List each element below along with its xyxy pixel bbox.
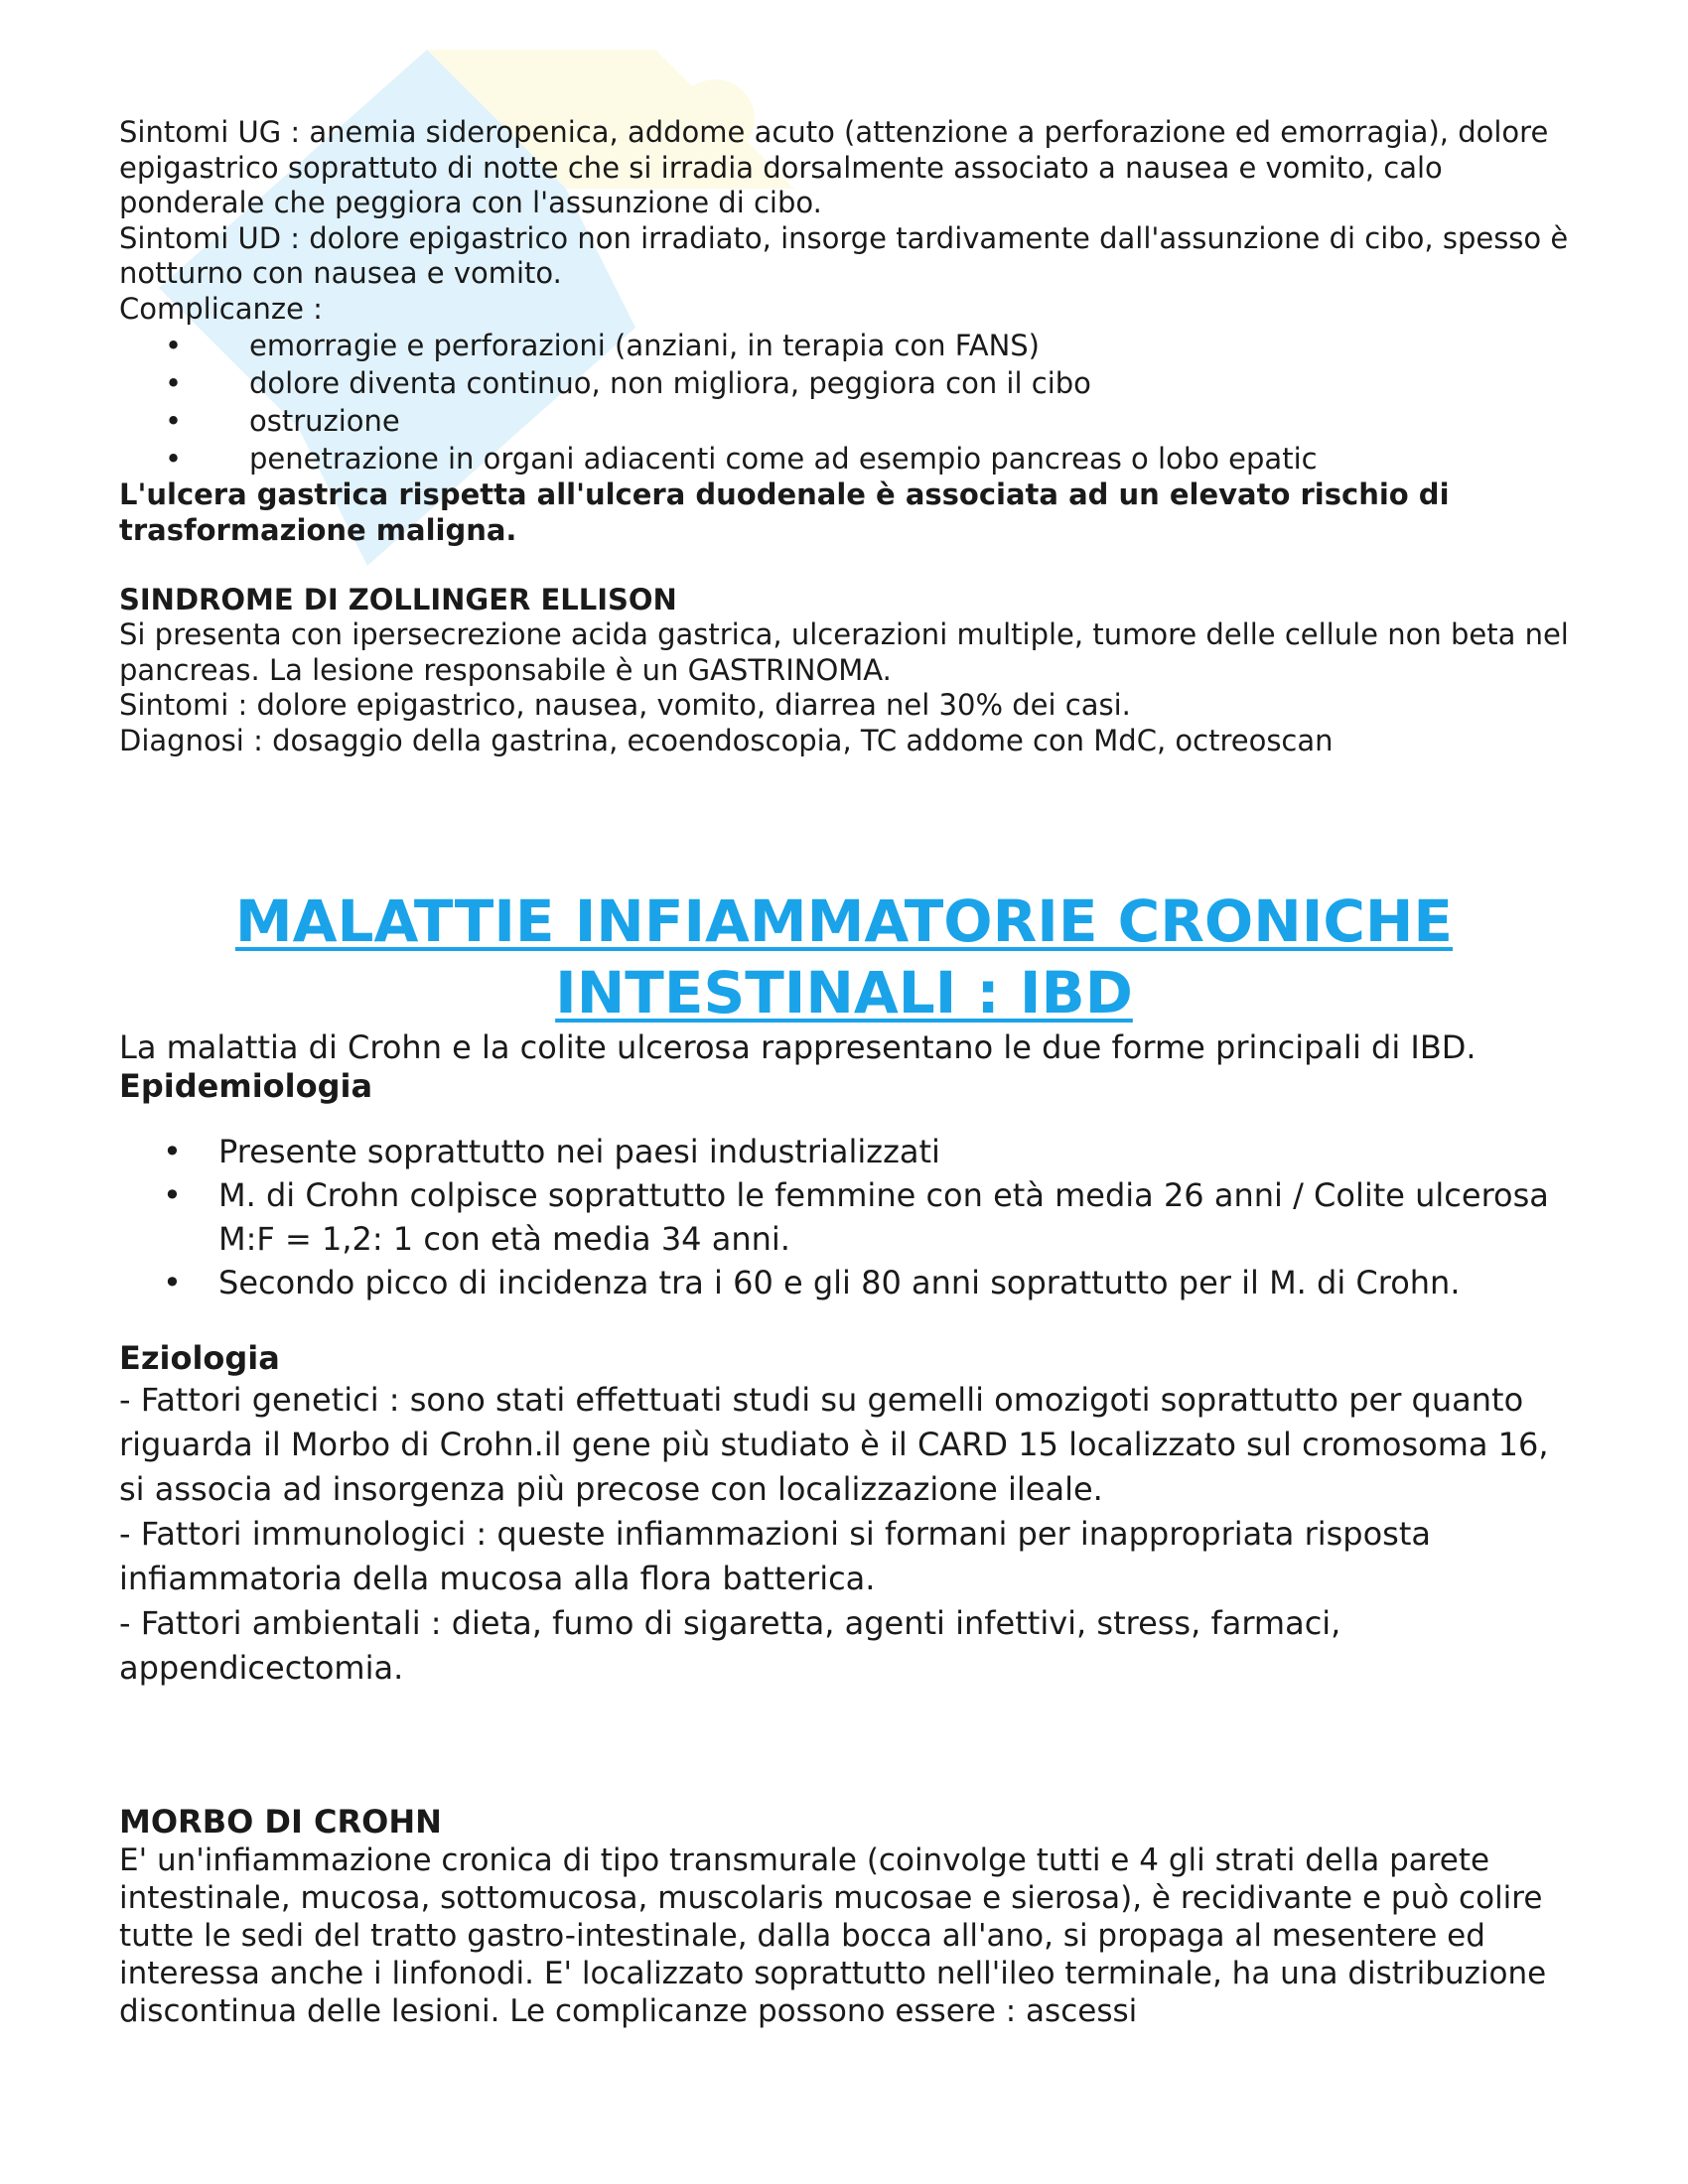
- list-item: • dolore diventa continuo, non migliora, peggiora con il cibo: [119, 364, 1569, 402]
- eziologia-ambientali: - Fattori ambientali : dieta, fumo di sigaretta, agenti infettivi, stress, farmaci, appendicectomia.: [119, 1604, 1341, 1687]
- eziologia-genetici: - Fattori genetici : sono stati effettuati studi su gemelli omozigoti soprattutto per quanto riguarda il Morbo di Crohn.il gene più studiato è il CARD 15 localizzato sul cromosoma 16, si associa ad insorgenza più precose con localizzazione ileale.: [119, 1381, 1549, 1508]
- crohn-title: MORBO DI CROHN: [119, 1803, 442, 1841]
- list-item: • Presente soprattutto nei paesi industrializzati: [119, 1130, 1569, 1173]
- ibd-title-line1: MALATTIE INFIAMMATORIE CRONICHE: [234, 887, 1454, 955]
- complicanze-list: [119, 327, 1569, 478]
- list-item: • Secondo picco di incidenza tra i 60 e gli 80 anni soprattutto per il M. di Crohn.: [119, 1261, 1569, 1304]
- document-page: [119, 115, 1569, 2030]
- list-item: • emorragie e perforazioni (anziani, in terapia con FANS): [119, 327, 1569, 364]
- epidemiologia-list: [119, 1130, 1569, 1304]
- list-item: • M. di Crohn colpisce soprattutto le femmine con età media 26 anni / Colite ulcerosa M:F = 1,2: 1 con età media 34 anni.: [119, 1173, 1569, 1261]
- spacer: [119, 1304, 1569, 1338]
- ibd-intro: La malattia di Crohn e la colite ulcerosa rappresentano le due forme principali di IBD.: [119, 1028, 1477, 1066]
- sintomi-ug-text: Sintomi UG : anemia sideropenica, addome acuto (attenzione a perforazione ed emorragia), dolore epigastrico soprattuto di notte che si irradia dorsalmente associato a nausea e vomito, calo ponderale che peggiora con l'assunzione di cibo.: [119, 115, 1549, 219]
- epidemiologia-heading: Epidemiologia: [119, 1067, 373, 1105]
- spacer: [119, 548, 1569, 583]
- zollinger-line: Sintomi : dolore epigastrico, nausea, vomito, diarrea nel 30% dei casi.: [119, 688, 1131, 722]
- crohn-text: E' un'infiammazione cronica di tipo transmurale (coinvolge tutti e 4 gli strati della parete intestinale, mucosa, sottomucosa, muscolaris mucosae e sierosa), è recidivante e può colire tutte le sedi del tratto gastro-intestinale, dalla bocca all'ano, si propaga al mesentere ed interessa anche i linfonodi. E' localizzato soprattutto nell'ileo terminale, ha una distribuzione discontinua delle lesioni. Le complicanze possono essere : ascessi: [119, 1843, 1547, 2029]
- ulcer-symptoms-block: [119, 115, 1569, 327]
- eziologia-heading: Eziologia: [119, 1339, 280, 1377]
- list-item: • penetrazione in organi adiacenti come ad esempio pancreas o lobo epatic: [119, 440, 1569, 478]
- spacer: [119, 1691, 1569, 1802]
- zollinger-title: SINDROME DI ZOLLINGER ELLISON: [119, 583, 677, 616]
- list-item: • ostruzione: [119, 402, 1569, 440]
- ibd-title: [119, 886, 1569, 1028]
- zollinger-line: Diagnosi : dosaggio della gastrina, ecoendoscopia, TC addome con MdC, octreoscan: [119, 723, 1334, 757]
- eziologia-immunologici: - Fattori immunologici : queste infiammazioni si formani per inappropriata risposta infiammatoria della mucosa alla flora batterica.: [119, 1515, 1431, 1597]
- zollinger-line: Si presenta con ipersecrezione acida gastrica, ulcerazioni multiple, tumore delle cellule non beta nel pancreas. La lesione responsabile è un GASTRINOMA.: [119, 617, 1569, 687]
- spacer: [119, 1106, 1569, 1130]
- complicanze-label: Complicanze :: [119, 291, 323, 326]
- zollinger-block: [119, 617, 1569, 758]
- sintomi-ud-text: Sintomi UD : dolore epigastrico non irradiato, insorge tardivamente dall'assunzione di cibo, spesso è notturno con nausea e vomito.: [119, 220, 1569, 290]
- ulcer-bold-note: L'ulcera gastrica rispetta all'ulcera duodenale è associata ad un elevato rischio di trasformazione maligna.: [119, 478, 1450, 547]
- spacer: [119, 758, 1569, 886]
- ibd-title-line2: INTESTINALI : IBD: [555, 959, 1133, 1026]
